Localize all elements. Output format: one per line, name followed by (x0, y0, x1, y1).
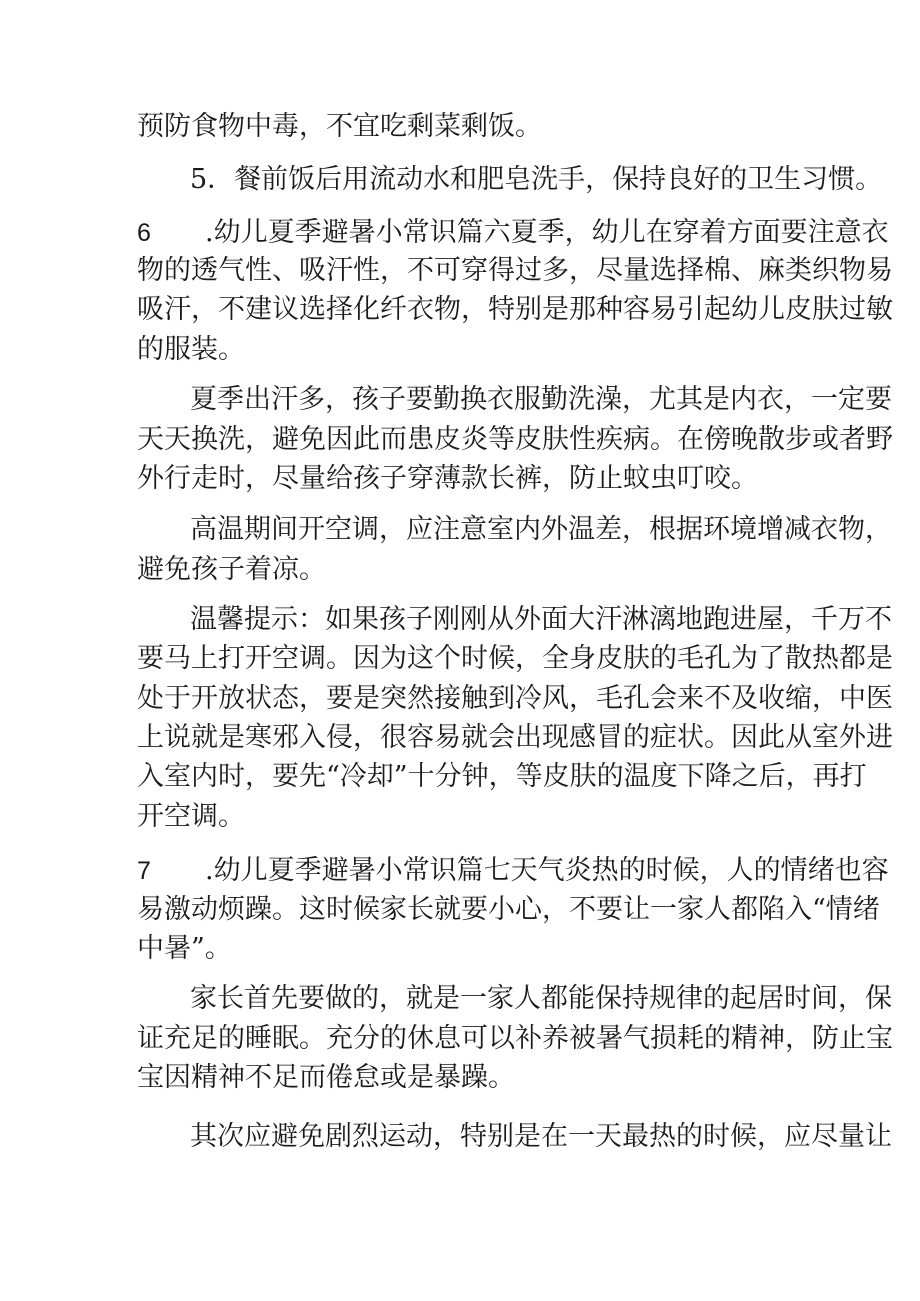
paragraph-line: 中暑”。 (137, 933, 232, 964)
list-item-5: 5．餐前饭后用流动水和肥皂洗手，保持良好的卫生习惯。 (190, 164, 883, 195)
paragraph-line: 天天换洗，避免因此而患皮炎等皮肤性疾病。在傍晚散步或者野 (137, 424, 893, 455)
section-7-heading-line: .幼儿夏季避暑小常识篇七天气炎热的时候，人的情绪也容 (205, 855, 889, 886)
paragraph-line: 证充足的睡眠。充分的休息可以补养被暑气损耗的精神，防止宝 (137, 1023, 893, 1054)
paragraph-line: 温馨提示：如果孩子刚刚从外面大汗淋漓地跑进屋，千万不 (190, 604, 892, 635)
paragraph-line: 要马上打开空调。因为这个时候，全身皮肤的毛孔为了散热都是 (137, 643, 893, 674)
paragraph-line: 开空调。 (137, 801, 245, 832)
paragraph-line: 上说就是寒邪入侵，很容易就会出现感冒的症状。因此从室外进 (137, 722, 893, 753)
paragraph-line: 入室内时，要先“冷却”十分钟，等皮肤的温度下降之后，再打 (137, 761, 867, 792)
paragraph-line: 吸汗，不建议选择化纤衣物，特别是那种容易引起幼儿皮肤过敏 (137, 294, 893, 325)
paragraph-line: 宝因精神不足而倦怠或是暴躁。 (137, 1062, 515, 1093)
paragraph-line: 处于开放状态，要是突然接触到冷风，毛孔会来不及收缩，中医 (137, 683, 893, 714)
paragraph-line: 预防食物中毒，不宜吃剩菜剩饭。 (137, 111, 542, 142)
section-6-heading-line: .幼儿夏季避暑小常识篇六夏季，幼儿在穿着方面要注意衣 (205, 217, 889, 248)
paragraph-line: 夏季出汗多，孩子要勤换衣服勤洗澡，尤其是内衣，一定要 (190, 384, 892, 415)
paragraph-line: 的服装。 (137, 334, 245, 365)
paragraph-line: 避免孩子着凉。 (137, 554, 326, 585)
paragraph-line: 家长首先要做的，就是一家人都能保持规律的起居时间，保 (190, 983, 892, 1014)
paragraph-line: 高温期间开空调，应注意室内外温差，根据环境增减衣物， (190, 514, 892, 545)
paragraph-line: 其次应避免剧烈运动，特别是在一天最热的时候，应尽量让 (190, 1121, 892, 1152)
paragraph-line: 易激动烦躁。这时候家长就要小心，不要让一家人都陷入“情绪 (137, 894, 880, 925)
paragraph-line: 外行走时，尽量给孩子穿薄款长裤，防止蚊虫叮咬。 (137, 463, 758, 494)
paragraph-line: 物的透气性、吸汗性，不可穿得过多，尽量选择棉、麻类织物易 (137, 255, 893, 286)
section-number-7: 7 (137, 857, 151, 885)
section-number-6: 6 (137, 219, 151, 247)
